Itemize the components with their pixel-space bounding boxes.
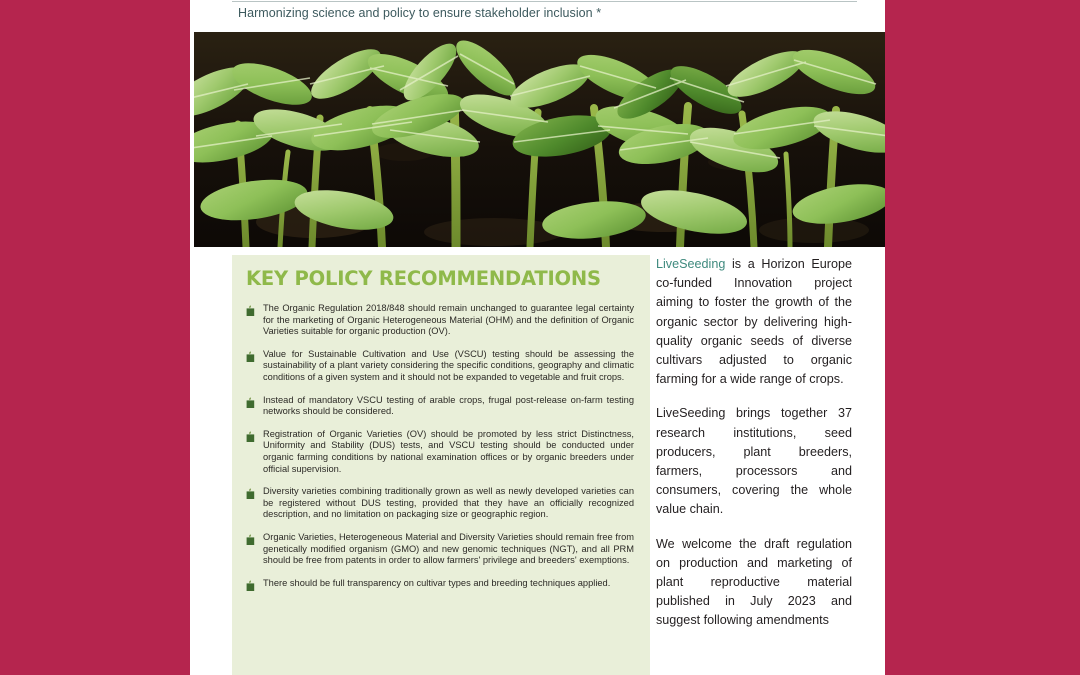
recommendation-item [246,532,634,567]
recommendation-item [246,303,634,338]
document-page [190,0,885,675]
recommendation-item [246,578,634,592]
recommendation-text: Registration of Organic Varieties (OV) should be promoted by less strict Distinctness, Uniformity and Stability (DUS) tests, and VSCU testing should be conducted under organic farming conditions by national examination offices or by organic breeders under official supervision. [263,428,634,474]
recommendations-heading: KEY POLICY RECOMMENDATIONS [246,267,601,290]
seedling-bullet-icon [246,397,255,409]
header-tagline: Harmonizing science and policy to ensure stakeholder inclusion * [238,6,602,20]
about-paragraph-1 [656,255,852,389]
recommendation-item [246,349,634,384]
clipped-recommendation-row [232,665,650,675]
header-divider [232,1,857,2]
liveseeding-brand-label: LiveSeeding [656,257,726,271]
recommendation-text: Instead of mandatory VSCU testing of arable crops, frugal post-release on-farm testing networks should be considered. [263,394,634,417]
key-policy-recommendations-panel [232,255,650,675]
about-paragraph-2: LiveSeeding brings together 37 research institutions, seed producers, plant breeders, farmers, processors and consumers, covering the whole value chain. [656,406,852,517]
recommendation-item [246,486,634,521]
recommendation-text: Organic Varieties, Heterogeneous Material and Diversity Varieties should remain free from genetically modified organism (GMO) and new genomic techniques (NGT), and all PRM should be free from patents in order to allow farmers' privilege and breeders' exemptions. [263,531,634,566]
document-header [190,0,885,32]
document-body [190,247,885,675]
seedling-bullet-icon [246,305,255,317]
recommendation-item [246,429,634,475]
seedlings-hero-image [194,32,885,247]
seedling-bullet-icon [246,431,255,443]
about-project-column [656,255,852,675]
recommendation-text: The Organic Regulation 2018/848 should remain unchanged to guarantee legal certainty for the marketing of Organic Heterogeneous Material (OHM) and the definition of Organic Varieties suitable for organic production (OV). [263,303,634,337]
recommendation-text: Diversity varieties combining traditionally grown as well as newly developed varieties can be registered without DUS testing, provided that they have an officially recognized description, and no limitation on packaging size or geographic region. [263,486,634,520]
seedling-bullet-icon [246,488,255,500]
about-paragraph-1-text: is a Horizon Europe co-funded Innovation project aiming to foster the growth of the organic sector by delivering high-quality organic seeds of diverse cultivars adjusted to organic farming for a wide range of crops. [656,257,852,387]
seedling-bullet-icon [246,534,255,546]
seedling-bullet-icon [246,580,255,592]
seedling-bullet-icon [246,351,255,363]
recommendation-item [246,395,634,418]
seedlings-illustration [194,32,885,247]
about-paragraph-3: We welcome the draft regulation on production and marketing of plant reproductive material published in July 2023 and suggest following amendments [656,536,852,628]
recommendation-text: Value for Sustainable Cultivation and Use (VSCU) testing should be assessing the sustainability of a plant variety considering the specific conditions, geography and climatic conditions of a given system and it should not be expanded to vegetable and fruit crops. [263,348,634,382]
recommendation-text: There should be full transparency on cultivar types and breeding techniques applied. [263,577,611,588]
